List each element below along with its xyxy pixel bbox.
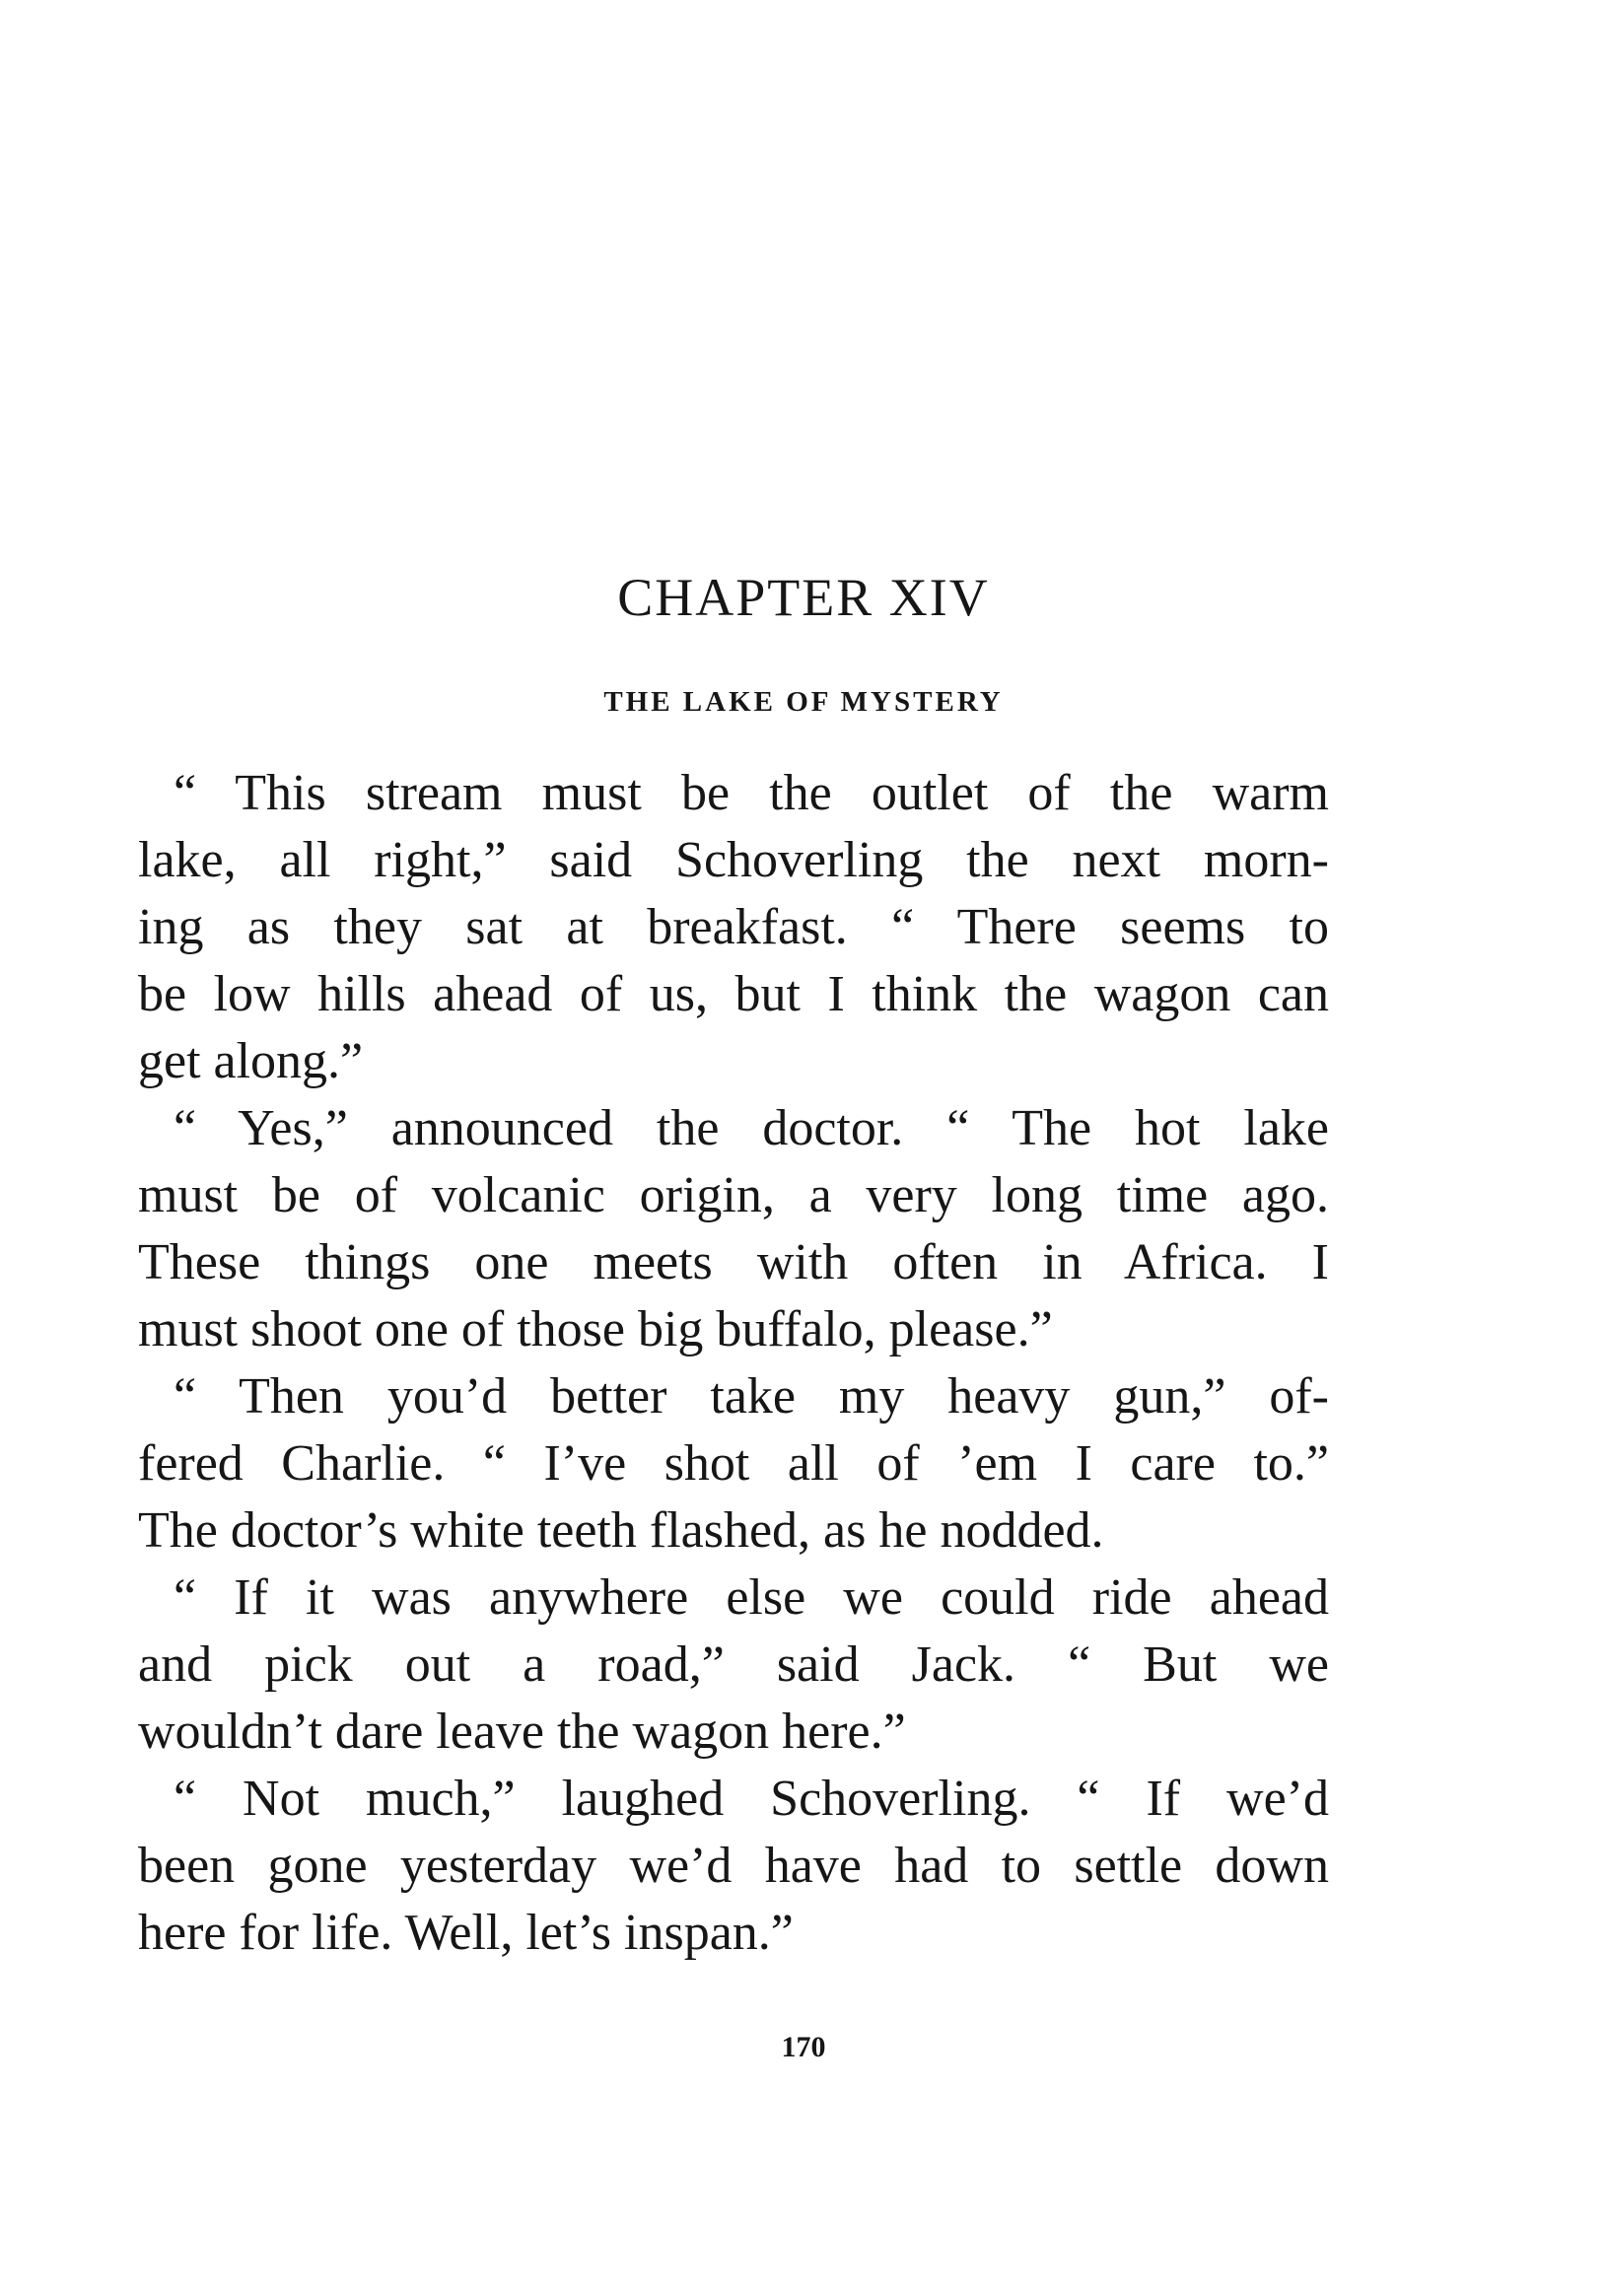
chapter-title: CHAPTER XIV (617, 568, 990, 627)
text-line: must shoot one of those big buffalo, please.” (138, 1301, 1053, 1357)
text-line: These things one meets with often in Africa. I (138, 1234, 1329, 1290)
text-line: wouldn’t dare leave the wagon here.” (138, 1704, 906, 1760)
text-line: “ Then you’d better take my heavy gun,” of- (174, 1368, 1329, 1425)
text-line: The doctor’s white teeth flashed, as he nodded. (138, 1502, 1104, 1559)
text-line: “ If it was anywhere else we could ride ahead (174, 1569, 1329, 1626)
text-line: and pick out a road,” said Jack. “ But we (138, 1636, 1329, 1693)
chapter-subtitle: THE LAKE OF MYSTERY (603, 686, 1004, 718)
text-line: “ This stream must be the outlet of the warm (174, 765, 1329, 821)
text-line: fered Charlie. “ I’ve shot all of ’em I care to.” (138, 1435, 1329, 1492)
text-line: be low hills ahead of us, but I think the wagon can (138, 966, 1329, 1022)
text-line: lake, all right,” said Schoverling the next morn- (138, 832, 1329, 888)
text-line: must be of volcanic origin, a very long time ago. (138, 1167, 1329, 1223)
text-line: been gone yesterday we’d have had to settle down (138, 1838, 1329, 1894)
text-line: “ Not much,” laughed Schoverling. “ If we’d (174, 1771, 1329, 1827)
page-number: 170 (781, 2031, 826, 2063)
text-line: here for life. Well, let’s inspan.” (138, 1905, 794, 1961)
text-line: ing as they sat at breakfast. “ There seems to (138, 899, 1329, 955)
text-line: get along.” (138, 1033, 364, 1089)
text-line: “ Yes,” announced the doctor. “ The hot lake (174, 1100, 1329, 1156)
